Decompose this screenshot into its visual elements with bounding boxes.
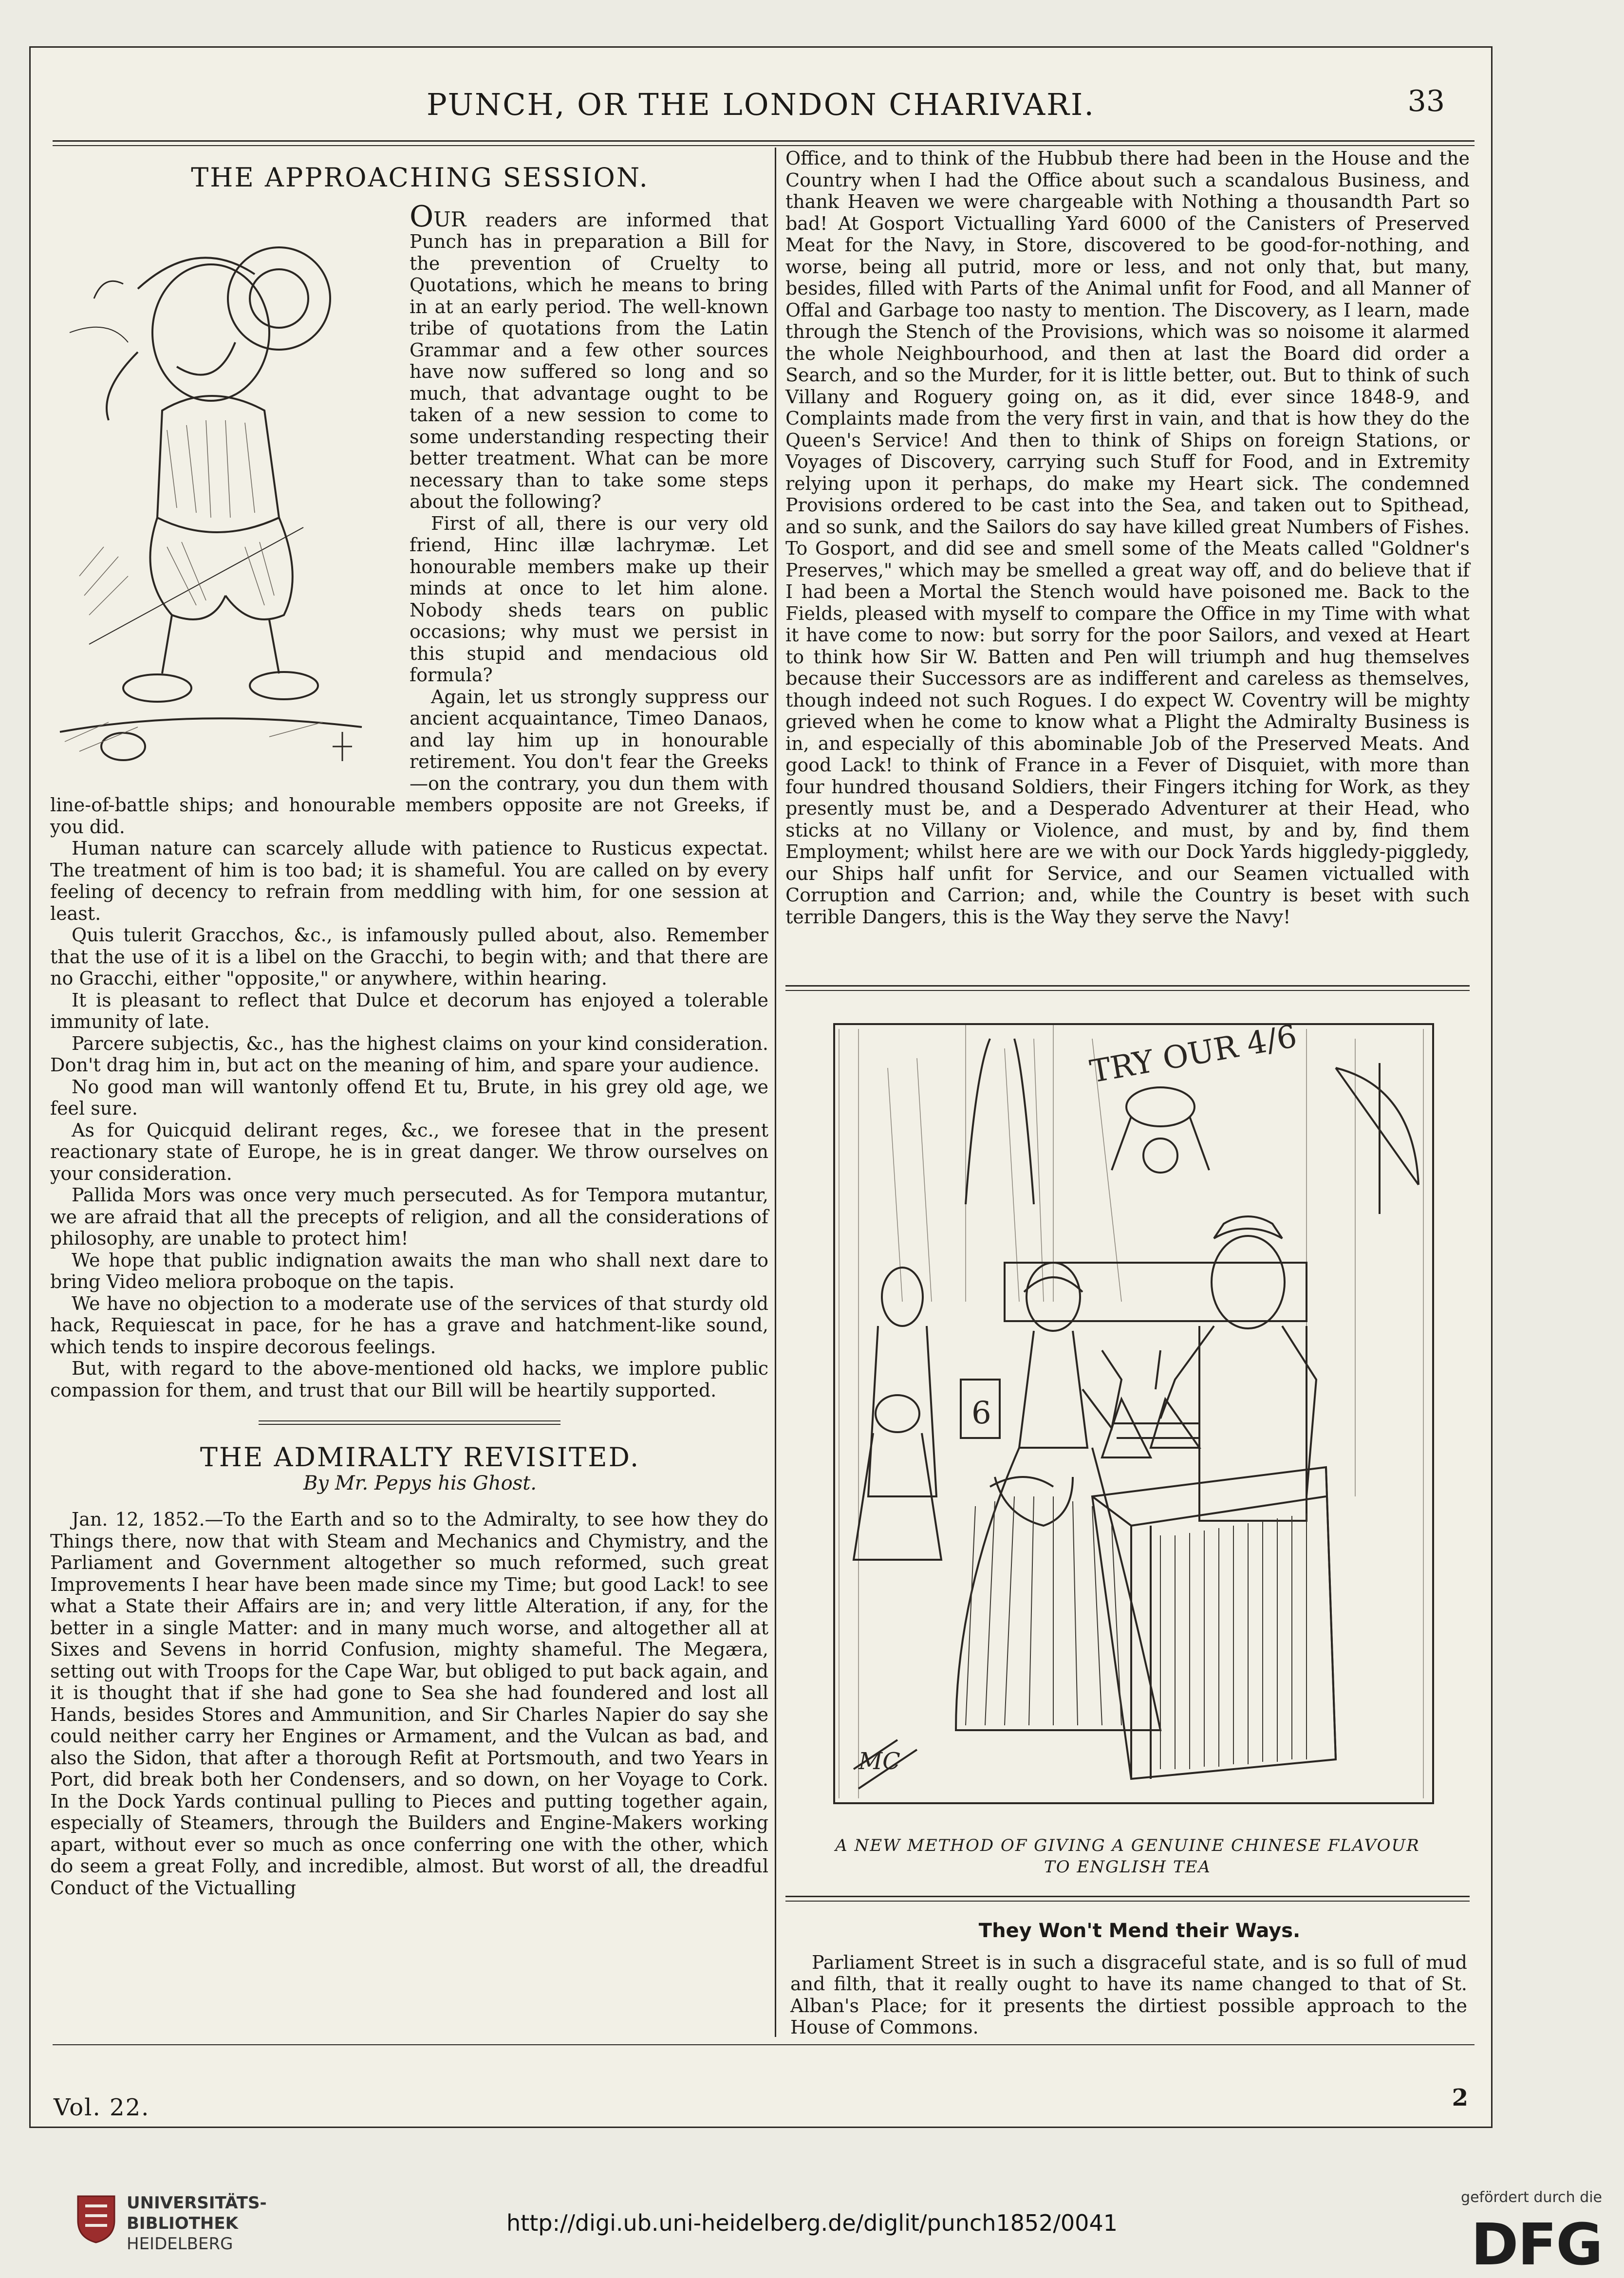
ways-top-rule xyxy=(785,1896,1470,1897)
shop-sign-text: TRY OUR 4/6 xyxy=(1087,1018,1300,1090)
header-rule-thin xyxy=(53,145,1475,146)
session-para-9: As for Quicquid delirant reges, &c., we foresee that in the present reactionary state of Europe, he is in great danger. We throw ourselves on your consideration. xyxy=(50,1119,768,1184)
cartoon-caption xyxy=(785,1835,1470,1878)
library-bar xyxy=(0,2152,1624,2276)
trumpeter-drawing xyxy=(50,206,401,781)
session-heading: THE APPROACHING SESSION. xyxy=(191,162,649,193)
volume-label: Vol. 22. xyxy=(54,2094,150,2121)
journal-title: PUNCH, OR THE LONDON CHARIVARI. xyxy=(426,87,1096,122)
session-para-8: No good man will wantonly offend Et tu, Brute, in his grey old age, we feel sure. xyxy=(50,1076,768,1119)
library-logo-text: UNIVERSITÄTS- BIBLIOTHEK HEIDELBERG xyxy=(127,2193,267,2254)
caption-line-1: A NEW METHOD OF GIVING A GENUINE CHINESE FLAVOUR xyxy=(835,1836,1420,1855)
right-column xyxy=(785,148,1470,928)
section-divider xyxy=(259,1420,560,1425)
session-para-7: Parcere subjectis, &c., has the highest claims on your kind consideration. Don't drag him in, but act on the meaning of him, and spare your audience. xyxy=(50,1032,768,1076)
column-divider xyxy=(775,148,776,2037)
session-para-4: Human nature can scarcely allude with patience to Rusticus expectat. The treatment of him is too bad; it is shameful. You are called on by every feeling of decency to refrain from meddling with him, for one session at least. xyxy=(50,838,768,924)
running-header xyxy=(31,48,1491,148)
admiralty-para-1: Jan. 12, 1852.—To the Earth and so to the Admiralty, to see how they do Things there, now that with Steam and Mechanics and Chymistry, and the Parliament and Government altogether so much reformed, such great Improvements I hear have been made since my Time; but good Lack! to see what a State their Affairs are in; and very little Alteration, if any, for the better in a single Matter: and in many much worse, and altogether all at Sixes and Sevens in horrid Confusion, mighty shameful. The Megæra, setting out with Troops for the Cape War, but obliged to put back again, and it is thought that if she had gone to Sea she had foundered and lost all Hands, besides Stores and Ammunition, and Sir Charles Napier do say she could neither carry her Engines or Armament, and the Vulcan as bad, and also the Sidon, that after a thorough Refit at Portsmouth, and two Years in Port, did break both her Condensers, and so down, on her Voyage to Cork. In the Dock Yards continual pulling to Pieces and putting together again, especially of Steamers, through the Builders and Engine-Makers working apart, without ever so much as once conferring one with the other, which do seem a great Folly, and incredible, almost. But worst of all, the dreadful Conduct of the Victualling xyxy=(50,1509,768,1899)
session-para-13: But, with regard to the above-mentioned old hacks, we implore public compassion for them, and trust that our Bill will be heartily supported. xyxy=(50,1358,768,1401)
signature-mark: 2 xyxy=(1452,2084,1468,2111)
ways-heading: They Won't Mend their Ways. xyxy=(978,1920,1301,1942)
session-para-5: Quis tulerit Gracchos, &c., is infamously pulled about, also. Remember that the use of it is a libel on the Gracchi, to begin with; and that there are no Gracchi, either "opposite," or anywhere, within hearing. xyxy=(50,924,768,989)
footer-rule xyxy=(53,2044,1475,2045)
session-para-1: Our readers are informed that Punch has in preparation a Bill for the prevention of Cruelty to Quotations, which he means to bring in at an early period. The well-known tribe of quotations from the Latin Grammar and a few other sources have now suffered so long and so much, that advantage ought to be taken of a new session to come to some understanding respecting their better treatment. What can be more necessary than to take some steps about the following? xyxy=(410,199,768,512)
funding-note: gefördert durch die xyxy=(1461,2189,1602,2206)
header-rule-thick xyxy=(53,140,1475,142)
admiralty-heading: THE ADMIRALTY REVISITED. xyxy=(200,1442,640,1473)
caption-line-2: TO ENGLISH TEA xyxy=(1044,1857,1211,1877)
trumpeter-illustration xyxy=(50,206,401,781)
digital-library-url[interactable]: http://digi.ub.uni-heidelberg.de/diglit/punch1852/0041 xyxy=(506,2210,1118,2236)
counter-card-number: 6 xyxy=(971,1395,991,1431)
page-number: 33 xyxy=(1407,84,1445,118)
left-column xyxy=(50,157,768,1899)
ways-article xyxy=(790,1920,1467,2038)
session-para-6: It is pleasant to reflect that Dulce et decorum has enjoyed a tolerable immunity of late. xyxy=(50,989,768,1032)
admiralty-byline: By Mr. Pepys his Ghost. xyxy=(303,1472,537,1494)
cartoon-top-rule xyxy=(785,985,1470,987)
session-para-11: We hope that public indignation awaits the man who shall next dare to bring Video meliora proboque on the tapis. xyxy=(50,1249,768,1292)
tea-shop-cartoon xyxy=(820,1009,1448,1828)
session-para-3: Again, let us strongly suppress our ancient acquaintance, Timeo Danaos, and lay him up in honourable retirement. You don't fear the Greeks—on the contrary, you dun them with line-of-battle ships; and honourable members opposite are not Greeks, if you did. xyxy=(50,686,768,838)
dfg-logo: DFG xyxy=(1471,2211,1602,2278)
session-para-10: Pallida Mors was once very much persecuted. As for Tempora mutantur, we are afraid that all the precepts of religion, and all the considerations of philosophy, are unable to protect him! xyxy=(50,1184,768,1249)
ways-top-rule-thin xyxy=(785,1901,1470,1902)
session-para-12: We have no objection to a moderate use of the services of that sturdy old hack, Requiescat in pace, for he has a grave and hatchment-like sound, which tends to inspire decorous feelings. xyxy=(50,1292,768,1358)
session-para-2: First of all, there is our very old friend, Hinc illæ lachrymæ. Let honourable members make up their minds at once to let him alone. Nobody sheds tears on public occasions; why must we persist in this stupid and mendacious old formula? xyxy=(410,512,768,686)
journal-page xyxy=(29,46,1493,2128)
ways-body: Parliament Street is in such a disgraceful state, and is so full of mud and filth, that it really ought to have its name changed to that of St. Alban's Place; for it presents the dirtiest possible approach to the House of Commons. xyxy=(790,1951,1467,2038)
artist-signature: MC xyxy=(859,1748,900,1775)
admiralty-para-2: Office, and to think of the Hubbub there had been in the House and the Country when I had the Office about such a scandalous Business, and thank Heaven we were chargeable with Nothing a thousandth Part so bad! At Gosport Victualling Yard 6000 of the Canisters of Preserved Meat for the Navy, in Store, discovered to be good-for-nothing, and worse, being all putrid, more or less, and not only that, but many, besides, filled with Parts of the Animal unfit for Food, and all Manner of Offal and Garbage too nasty to mention. The Discovery, as I learn, made through the Stench of the Provisions, which was so noisome it alarmed the whole Neighbourhood, and then at last the Board did order a Search, and so the Murder, for it is little better, out. But to think of such Villany and Roguery going on, as it did, ever since 1848-9, and Complaints made from the very first in vain, and that is how they do the Queen's Service! And then to think of Ships on foreign Stations, or Voyages of Discovery, carrying such Stuff for Food, and in Extremity relying upon it perhaps, do make my Heart sick. The condemned Provisions ordered to be cast into the Sea, and taken out to Spithead, and so sunk, and the Sailors do say have killed great Numbers of Fishes. To Gosport, and did see and smell some of the Meats called "Goldner's Preserves," which may be smelled a great way off, and do believe that if I had been a Mortal the Stench would have poisoned me. Back to the Fields, pleased with myself to compare the Office in my Time with what it have come to now: but sorry for the poor Sailors, and vexed at Heart to think how Sir W. Batten and Pen will triumph and hug themselves because their Successors are as indifferent and careless as themselves, though indeed not such Rogues. I do expect W. Coventry will be mighty grieved when he come to know what a Plight the Admiralty Business is in, and especially of this abominable Job of the Preserved Meats. And good Lack! to think of France in a Fever of Disquiet, with more than four hundred thousand Soldiers, their Fingers itching for Work, as they presently must be, and a Desperado Adventurer at their Head, who sticks at no Villany or Violence, and must, by and by, find them Employment; whilst here are we with our Dock Yards higgledy-piggledy, our Ships half unfit for Service, and our Seamen victualled with Corruption and Carrion; and, while the Country is beset with such terrible Dangers, this is the Way they serve the Navy! xyxy=(785,148,1470,928)
session-dropcap: Our xyxy=(410,199,467,234)
tea-shop-drawing xyxy=(820,1009,1448,1828)
cartoon-top-rule-thin xyxy=(785,990,1470,991)
